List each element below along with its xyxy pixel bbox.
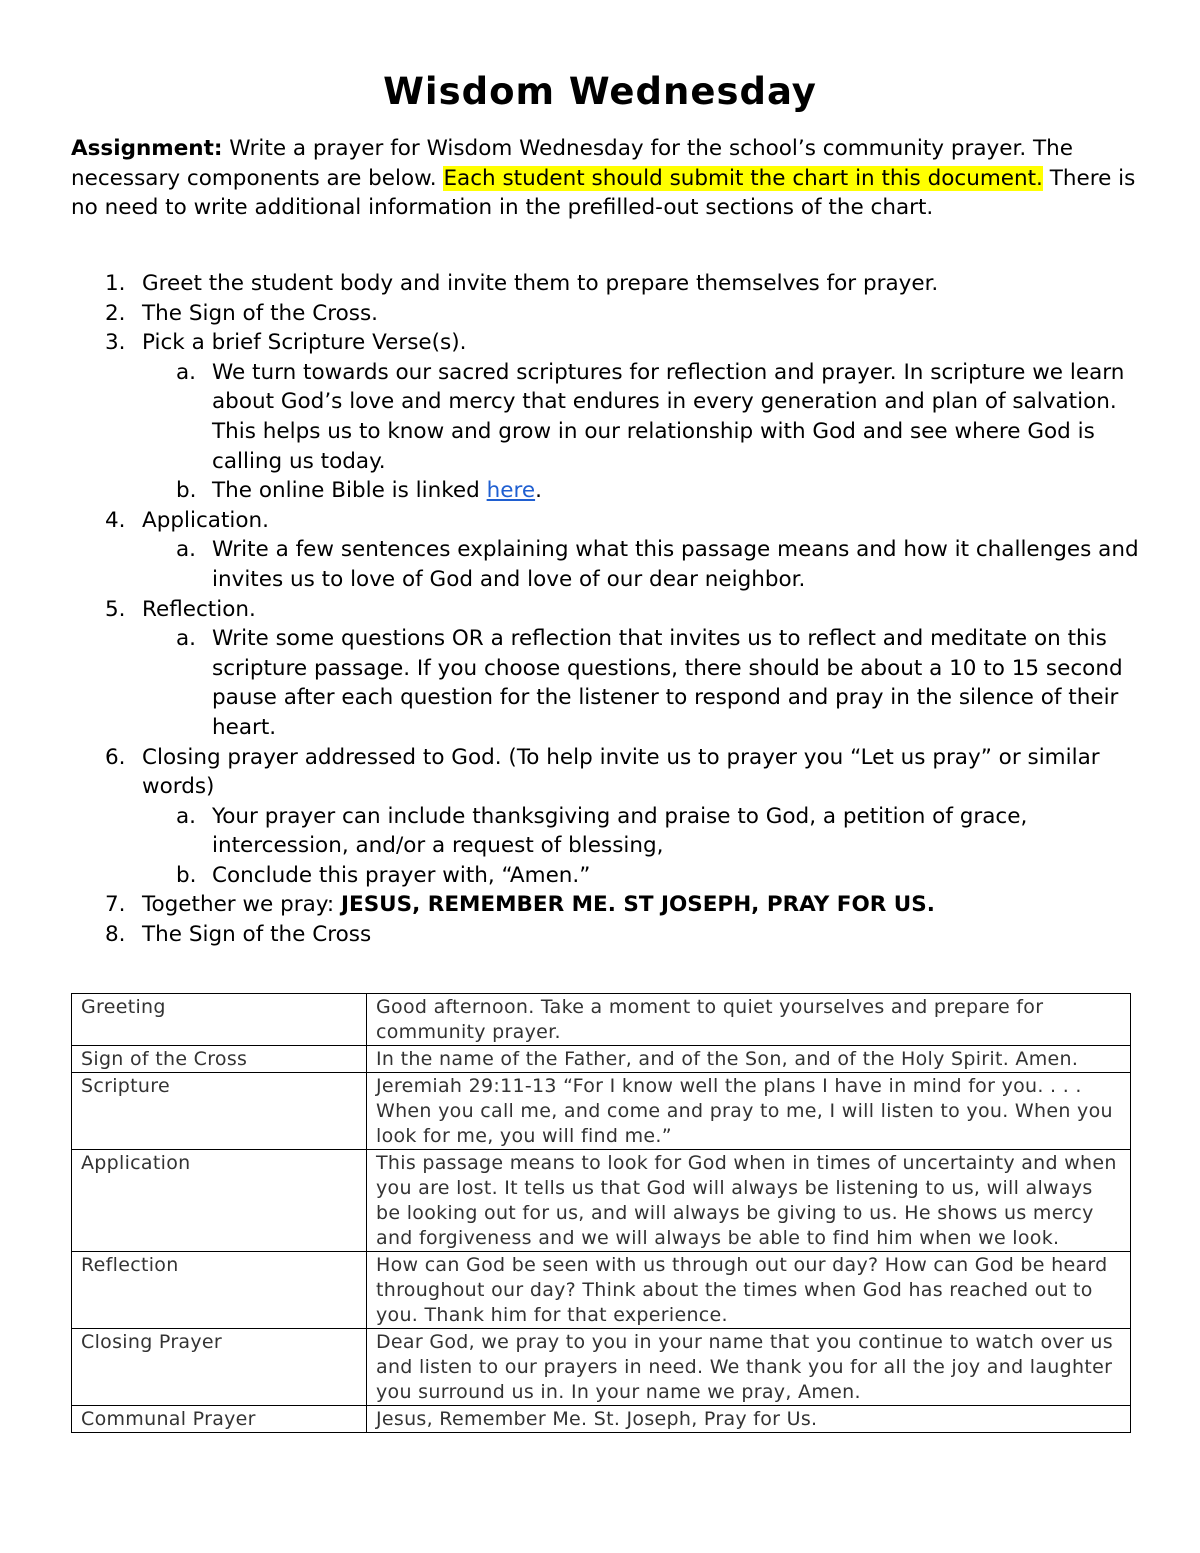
row-value: This passage means to look for God when in times of uncertainty and when you are lost. It tells us that God will always be listening to us, will always be looking out for us, and will always be giving to us. He shows us mercy and forgiveness and we will always be able to find him when we look. bbox=[367, 1150, 1131, 1252]
table-row bbox=[72, 1406, 1131, 1433]
list-item: 6. Closing prayer addressed to God. (To help invite us to prayer you “Let us pray” or similar words) bbox=[105, 744, 1100, 800]
table-row bbox=[72, 1046, 1131, 1073]
prayer-chart bbox=[71, 993, 1131, 1433]
sub-list-item: a. Your prayer can include thanksgiving and praise to God, a petition of grace, intercession, and/or a request of blessing, bbox=[176, 803, 1028, 859]
list-item: 1. Greet the student body and invite them to prepare themselves for prayer. bbox=[105, 271, 939, 296]
row-label: Application bbox=[72, 1150, 367, 1252]
row-label: Scripture bbox=[72, 1073, 367, 1150]
page-title: Wisdom Wednesday bbox=[383, 70, 817, 113]
assignment-label: Assignment: bbox=[71, 136, 223, 161]
sub-list-item: b. Conclude this prayer with, “Amen.” bbox=[176, 862, 591, 888]
assignment-note: There is no need to write additional information in the prefilled-out sections of the chart. bbox=[71, 165, 1136, 220]
bible-link[interactable]: here bbox=[486, 478, 536, 504]
table-row bbox=[72, 1073, 1131, 1150]
assignment-paragraph bbox=[71, 134, 1141, 223]
row-label: Reflection bbox=[72, 1252, 367, 1329]
row-label: Closing Prayer bbox=[72, 1329, 367, 1406]
table-row bbox=[72, 1329, 1131, 1406]
list-item: 2. The Sign of the Cross. bbox=[105, 300, 378, 326]
instruction-list bbox=[71, 269, 1141, 950]
row-label: Communal Prayer bbox=[72, 1406, 367, 1433]
list-item: 3. Pick a brief Scripture Verse(s). bbox=[105, 330, 467, 356]
sub-list-item: a. Write a few sentences explaining what this passage means and how it challenges and invites us to love of God and love of our dear neighbor. bbox=[176, 537, 1139, 592]
row-label: Greeting bbox=[72, 994, 367, 1046]
sub-list-item: b. The online Bible is linked here. bbox=[176, 478, 542, 504]
closing-invocation: JESUS, REMEMBER ME. ST JOSEPH, PRAY FOR US. bbox=[341, 892, 935, 918]
row-value: Jesus, Remember Me. St. Joseph, Pray for Us. bbox=[367, 1406, 1131, 1433]
assignment-text: Write a prayer for Wisdom Wednesday for the school’s community prayer. The necessary components are below. bbox=[71, 136, 1073, 191]
list-item: 7. Together we pray: JESUS, REMEMBER ME. ST JOSEPH, PRAY FOR US. bbox=[105, 892, 935, 918]
row-label: Sign of the Cross bbox=[72, 1046, 367, 1073]
table-row bbox=[72, 994, 1131, 1046]
row-value: Dear God, we pray to you in your name that you continue to watch over us and listen to our prayers in need. We thank you for all the joy and laughter you surround us in. In your name we pray, Amen. bbox=[367, 1329, 1131, 1406]
row-value: Good afternoon. Take a moment to quiet yourselves and prepare for community prayer. bbox=[367, 994, 1131, 1046]
sub-list-item: a. We turn towards our sacred scriptures for reflection and prayer. In scripture we learn about God’s love and mercy that endures in every generation and plan of salvation. This helps us to know and grow in our relationship with God and see where God is calling us today. bbox=[176, 359, 1125, 474]
highlighted-instruction: Each student should submit the chart in this document. bbox=[443, 165, 1043, 191]
table-row bbox=[72, 1150, 1131, 1252]
list-item: 5. Reflection. bbox=[105, 596, 256, 622]
table-row bbox=[72, 1252, 1131, 1329]
sub-list-item: a. Write some questions OR a reflection that invites us to reflect and meditate on this scripture passage. If you choose questions, there should be about a 10 to 15 second pause after each question for the listener to respond and pray in the silence of their heart. bbox=[176, 626, 1123, 740]
row-value: Jeremiah 29:11-13 “For I know well the plans I have in mind for you. . . . When you call me, and come and pray to me, I will listen to you. When you look for me, you will find me.” bbox=[367, 1073, 1131, 1150]
list-item: 8. The Sign of the Cross bbox=[105, 922, 372, 948]
row-value: How can God be seen with us through out our day? How can God be heard throughout our day? Think about the times when God has reached out to you. Thank him for that experience. bbox=[367, 1252, 1131, 1329]
row-value: In the name of the Father, and of the Son, and of the Holy Spirit. Amen. bbox=[367, 1046, 1131, 1073]
list-item: 4. Application. bbox=[105, 507, 269, 533]
